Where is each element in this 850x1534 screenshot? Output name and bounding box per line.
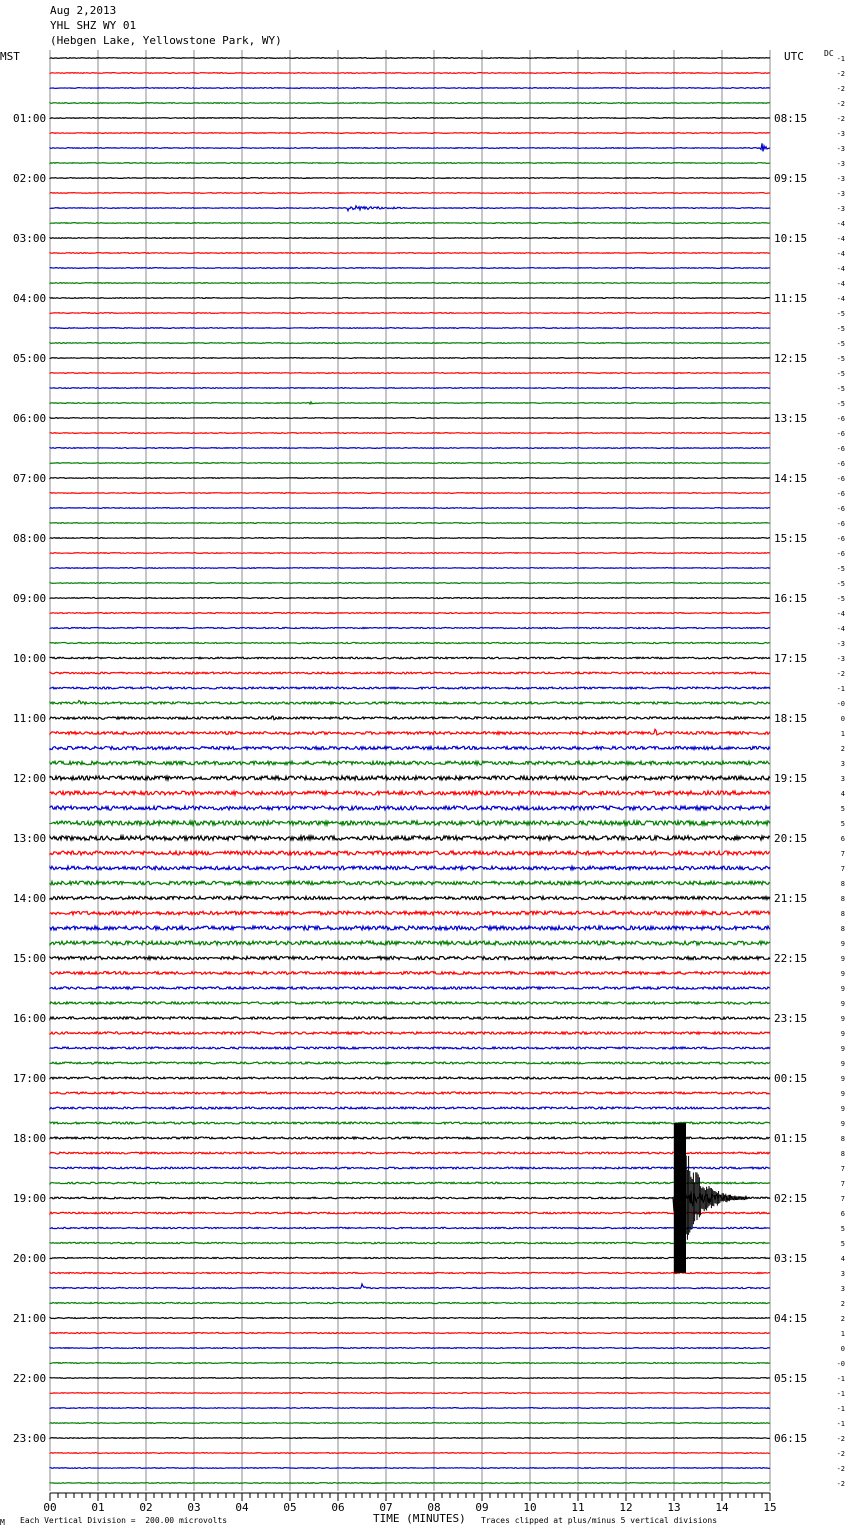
x-tick-label: 00	[43, 1501, 57, 1514]
seismic-trace	[50, 1212, 770, 1214]
seismic-trace	[50, 956, 770, 959]
dc-offset-label: -4	[836, 610, 845, 618]
division-note: Each Vertical Division = 200.00 microvolts	[20, 1516, 228, 1525]
right-hour-label: 16:15	[774, 592, 808, 605]
dc-offset-label: -5	[836, 595, 845, 603]
dc-offset-label: 2	[840, 1300, 845, 1308]
seismic-trace	[50, 1363, 770, 1364]
right-hour-label: 21:15	[774, 892, 808, 905]
right-hour-label: 04:15	[774, 1312, 808, 1325]
seismic-trace	[50, 143, 770, 151]
left-hour-label: 23:00	[13, 1432, 47, 1445]
seismic-trace	[50, 1408, 770, 1409]
seismic-trace	[50, 58, 770, 59]
dc-offset-label: 9	[840, 1045, 845, 1053]
dc-offset-label: -4	[836, 295, 845, 303]
dc-offset-label: -5	[836, 580, 845, 588]
dc-offset-label: -2	[836, 115, 845, 123]
dc-offset-label: -5	[836, 400, 845, 408]
dc-offset-label: 2	[840, 745, 845, 753]
dc-offset-label: -6	[836, 550, 845, 558]
left-hour-label: 19:00	[13, 1192, 47, 1205]
seismic-trace	[50, 163, 770, 164]
dc-offset-label: 9	[840, 940, 845, 948]
dc-offset-label: 8	[840, 925, 845, 933]
seismic-trace	[50, 1152, 770, 1154]
dc-offset-label: -4	[836, 280, 845, 288]
dc-offset-label: 9	[840, 1105, 845, 1113]
seismic-trace	[50, 1047, 770, 1049]
dc-offset-label: -0	[836, 1360, 845, 1368]
dc-offset-label: 8	[840, 1135, 845, 1143]
right-hour-label: 02:15	[774, 1192, 808, 1205]
seismic-trace	[50, 1182, 770, 1184]
dc-offset-label: 6	[840, 835, 845, 843]
dc-offset-label: -1	[836, 1405, 845, 1413]
dc-offset-label: 8	[840, 880, 845, 888]
seismic-trace	[50, 402, 770, 404]
dc-offset-label: 9	[840, 1120, 845, 1128]
seismic-trace	[50, 598, 770, 599]
left-hour-label: 02:00	[13, 172, 47, 185]
seismic-trace	[50, 1318, 770, 1319]
dc-offset-label: 1	[840, 1330, 845, 1338]
x-tick-label: 05	[283, 1501, 297, 1514]
seismic-trace	[50, 1348, 770, 1349]
right-hour-label: 12:15	[774, 352, 808, 365]
seismic-trace	[50, 911, 770, 915]
seismic-trace	[50, 700, 770, 704]
x-tick-label: 02	[139, 1501, 153, 1514]
x-tick-label: 01	[91, 1501, 105, 1514]
seismic-trace	[50, 583, 770, 584]
dc-offset-label: -3	[836, 205, 845, 213]
dc-offset-label: -4	[836, 220, 845, 228]
x-tick-label: 12	[619, 1501, 633, 1514]
seismic-trace	[50, 1107, 770, 1109]
dc-offset-label: 9	[840, 1030, 845, 1038]
left-timezone-label: MST	[0, 50, 20, 63]
seismic-trace	[50, 896, 770, 899]
seismic-trace	[50, 851, 770, 855]
dc-offset-label: -5	[836, 355, 845, 363]
dc-offset-label: 9	[840, 985, 845, 993]
dc-offset-label: 7	[840, 1165, 845, 1173]
dc-offset-label: -3	[836, 655, 845, 663]
left-hour-label: 17:00	[13, 1072, 47, 1085]
right-hour-label: 18:15	[774, 712, 808, 725]
left-hour-label: 05:00	[13, 352, 47, 365]
seismic-trace	[50, 729, 770, 735]
left-hour-label: 04:00	[13, 292, 47, 305]
left-hour-label: 09:00	[13, 592, 47, 605]
clip-note: Traces clipped at plus/minus 5 vertical divisions	[481, 1516, 718, 1525]
seismic-trace	[50, 418, 770, 419]
dc-offset-label: 2	[840, 1315, 845, 1323]
dc-offset-label: 7	[840, 850, 845, 858]
seismic-trace	[50, 238, 770, 239]
dc-offset-label: 8	[840, 910, 845, 918]
seismic-trace	[50, 1062, 770, 1064]
seismic-trace	[50, 1453, 770, 1454]
seismic-trace	[50, 761, 770, 765]
dc-offset-label: -3	[836, 640, 845, 648]
dc-offset-label: -2	[836, 100, 845, 108]
left-hour-label: 07:00	[13, 472, 47, 485]
seismic-trace	[50, 836, 770, 840]
seismic-trace	[50, 776, 770, 780]
left-hour-label: 10:00	[13, 652, 47, 665]
dc-offset-label: -2	[836, 1450, 845, 1458]
dc-offset-label: 5	[840, 1240, 845, 1248]
dc-offset-label: 3	[840, 1270, 845, 1278]
dc-offset-label: -2	[836, 1435, 845, 1443]
dc-offset-label: -1	[836, 1390, 845, 1398]
seismic-trace	[50, 508, 770, 509]
seismic-trace	[50, 373, 770, 374]
seismic-trace	[50, 388, 770, 389]
dc-offset-label: 8	[840, 895, 845, 903]
left-hour-label: 08:00	[13, 532, 47, 545]
seismic-trace	[50, 1333, 770, 1334]
x-axis-title: TIME (MINUTES)	[373, 1512, 466, 1525]
seismic-trace	[50, 1423, 770, 1424]
seismic-trace	[50, 1393, 770, 1394]
seismic-trace	[50, 1242, 770, 1243]
station-label: YHL SHZ WY 01	[50, 19, 137, 32]
left-hour-label: 21:00	[13, 1312, 47, 1325]
dc-offset-label: -5	[836, 310, 845, 318]
seismic-trace	[50, 746, 770, 749]
x-tick-label: 11	[571, 1501, 585, 1514]
dc-offset-label: -5	[836, 565, 845, 573]
seismic-trace	[50, 298, 770, 299]
dc-offset-label: 5	[840, 805, 845, 813]
seismic-trace	[50, 1272, 770, 1273]
dc-offset-label: -6	[836, 490, 845, 498]
dc-offset-label: 9	[840, 1000, 845, 1008]
dc-offset-label: 7	[840, 865, 845, 873]
dc-offset-label: 4	[840, 1255, 845, 1263]
x-tick-label: 07	[379, 1501, 393, 1514]
seismic-trace	[50, 478, 770, 479]
dc-offset-label: 7	[840, 1195, 845, 1203]
seismic-trace	[50, 88, 770, 89]
seismic-trace	[50, 1438, 770, 1439]
dc-offset-label: -4	[836, 235, 845, 243]
right-hour-label: 11:15	[774, 292, 808, 305]
seismic-trace	[50, 866, 770, 870]
left-hour-label: 14:00	[13, 892, 47, 905]
seismic-trace	[50, 1137, 770, 1139]
seismic-trace	[50, 1167, 770, 1169]
dc-offset-label: 5	[840, 1225, 845, 1233]
dc-offset-label: 3	[840, 760, 845, 768]
seismic-trace	[50, 672, 770, 674]
dc-offset-label: -5	[836, 385, 845, 393]
dc-offset-label: 5	[840, 820, 845, 828]
dc-offset-label: -5	[836, 340, 845, 348]
seismic-trace	[50, 687, 770, 689]
right-hour-label: 19:15	[774, 772, 808, 785]
seismic-trace	[50, 613, 770, 614]
dc-offset-label: -6	[836, 445, 845, 453]
seismic-trace	[50, 133, 770, 134]
x-tick-label: 10	[523, 1501, 537, 1514]
seismic-trace	[50, 716, 770, 720]
dc-offset-label: 9	[840, 970, 845, 978]
seismic-trace	[50, 1378, 770, 1379]
dc-offset-label: -1	[836, 685, 845, 693]
right-hour-label: 06:15	[774, 1432, 808, 1445]
seismic-trace	[50, 821, 770, 825]
x-tick-label: 13	[667, 1501, 681, 1514]
footer-mark: M	[0, 1518, 5, 1527]
dc-offset-label: -6	[836, 460, 845, 468]
dc-offset-label: 0	[840, 1345, 845, 1353]
left-hour-label: 18:00	[13, 1132, 47, 1145]
seismic-trace	[50, 193, 770, 194]
x-tick-label: 03	[187, 1501, 201, 1514]
dc-offset-label: -2	[836, 1480, 845, 1488]
seismic-trace	[50, 941, 770, 945]
dc-offset-label: -0	[836, 700, 845, 708]
seismic-trace	[50, 73, 770, 74]
dc-offset-label: 3	[840, 775, 845, 783]
right-hour-label: 14:15	[774, 472, 808, 485]
seismic-trace	[50, 343, 770, 344]
dc-offset-label: -3	[836, 190, 845, 198]
left-hour-label: 12:00	[13, 772, 47, 785]
x-tick-label: 14	[715, 1501, 729, 1514]
left-hour-label: 13:00	[13, 832, 47, 845]
dc-offset-label: -6	[836, 505, 845, 513]
seismic-trace	[50, 627, 770, 628]
dc-offset-label: -2	[836, 1465, 845, 1473]
dc-offset-label: 8	[840, 1150, 845, 1158]
seismic-trace	[50, 1227, 770, 1228]
seismic-trace	[50, 791, 770, 795]
dc-offset-label: -6	[836, 415, 845, 423]
seismic-trace	[50, 1302, 770, 1303]
seismic-trace	[50, 657, 770, 659]
seismic-trace	[50, 972, 770, 975]
x-tick-label: 15	[763, 1501, 777, 1514]
seismic-trace	[50, 493, 770, 494]
seismic-trace	[50, 1002, 770, 1004]
seismic-trace	[50, 926, 770, 930]
dc-offset-label: -2	[836, 70, 845, 78]
dc-offset-label: -5	[836, 370, 845, 378]
left-hour-label: 03:00	[13, 232, 47, 245]
seismic-trace	[50, 253, 770, 254]
left-hour-label: 22:00	[13, 1372, 47, 1385]
right-hour-label: 23:15	[774, 1012, 808, 1025]
seismic-trace	[50, 268, 770, 269]
dc-offset-label: -6	[836, 475, 845, 483]
seismic-trace	[50, 448, 770, 449]
seismic-trace	[50, 358, 770, 359]
dc-offset-label: -3	[836, 160, 845, 168]
seismic-trace	[50, 1468, 770, 1469]
dc-offset-label: 7	[840, 1180, 845, 1188]
seismic-trace	[50, 987, 770, 989]
seismic-trace	[50, 328, 770, 329]
x-tick-label: 06	[331, 1501, 345, 1514]
seismic-trace	[50, 553, 770, 554]
seismic-trace	[50, 1257, 770, 1258]
dc-offset-label: -4	[836, 250, 845, 258]
dc-offset-label: 9	[840, 1060, 845, 1068]
dc-offset-label: 1	[840, 730, 845, 738]
dc-offset-label: 9	[840, 1090, 845, 1098]
dc-offset-label: 0	[840, 715, 845, 723]
seismic-trace	[50, 642, 770, 643]
x-tick-label: 09	[475, 1501, 489, 1514]
dc-offset-label: -1	[836, 55, 845, 63]
dc-offset-label: 9	[840, 955, 845, 963]
dc-offset-label: 4	[840, 790, 845, 798]
seismic-trace	[50, 433, 770, 434]
right-hour-label: 01:15	[774, 1132, 808, 1145]
seismic-trace	[50, 1184, 770, 1211]
dc-offset-label: 9	[840, 1015, 845, 1023]
left-hour-label: 16:00	[13, 1012, 47, 1025]
seismic-trace	[50, 1122, 770, 1124]
dc-header-label: DC	[824, 49, 834, 58]
seismic-trace	[50, 1017, 770, 1019]
right-hour-label: 20:15	[774, 832, 808, 845]
seismic-trace	[50, 568, 770, 569]
seismic-trace	[50, 178, 770, 179]
right-hour-label: 17:15	[774, 652, 808, 665]
dc-offset-label: 6	[840, 1210, 845, 1218]
right-hour-label: 03:15	[774, 1252, 808, 1265]
dc-offset-label: -2	[836, 670, 845, 678]
dc-offset-label: -2	[836, 85, 845, 93]
seismic-trace	[50, 881, 770, 885]
seismic-trace	[50, 103, 770, 104]
seismic-trace	[50, 118, 770, 119]
dc-offset-label: -5	[836, 325, 845, 333]
seismic-trace	[50, 223, 770, 224]
dc-offset-label: -3	[836, 130, 845, 138]
left-hour-label: 20:00	[13, 1252, 47, 1265]
dc-offset-label: -1	[836, 1375, 845, 1383]
seismic-trace	[50, 1032, 770, 1034]
seismic-trace	[50, 1483, 770, 1484]
dc-offset-label: -4	[836, 625, 845, 633]
seismic-trace	[50, 283, 770, 284]
seismic-trace	[50, 538, 770, 539]
seismic-trace	[50, 523, 770, 524]
seismic-trace	[50, 1284, 770, 1289]
x-tick-label: 08	[427, 1501, 441, 1514]
right-hour-label: 08:15	[774, 112, 808, 125]
date-label: Aug 2,2013	[50, 4, 117, 17]
right-hour-label: 05:15	[774, 1372, 808, 1385]
left-hour-label: 01:00	[13, 112, 47, 125]
right-hour-label: 10:15	[774, 232, 808, 245]
right-hour-label: 22:15	[774, 952, 808, 965]
seismic-trace	[50, 1077, 770, 1079]
seismic-trace	[50, 313, 770, 314]
dc-offset-label: -4	[836, 265, 845, 273]
dc-offset-label: 3	[840, 1285, 845, 1293]
right-hour-label: 09:15	[774, 172, 808, 185]
x-tick-label: 04	[235, 1501, 249, 1514]
dc-offset-label: -1	[836, 1420, 845, 1428]
right-hour-label: 00:15	[774, 1072, 808, 1085]
right-hour-label: 13:15	[774, 412, 808, 425]
location-label: (Hebgen Lake, Yellowstone Park, WY)	[50, 34, 282, 47]
right-hour-label: 15:15	[774, 532, 808, 545]
seismic-trace	[50, 463, 770, 464]
dc-offset-label: -3	[836, 145, 845, 153]
left-hour-label: 15:00	[13, 952, 47, 965]
left-hour-label: 11:00	[13, 712, 47, 725]
dc-offset-label: -6	[836, 430, 845, 438]
seismic-trace	[50, 806, 770, 810]
dc-offset-label: -6	[836, 520, 845, 528]
dc-offset-label: -6	[836, 535, 845, 543]
dc-offset-label: 9	[840, 1075, 845, 1083]
seismic-trace	[50, 1092, 770, 1094]
left-hour-label: 06:00	[13, 412, 47, 425]
right-timezone-label: UTC	[784, 50, 804, 63]
dc-offset-label: -3	[836, 175, 845, 183]
seismic-trace	[50, 206, 770, 211]
